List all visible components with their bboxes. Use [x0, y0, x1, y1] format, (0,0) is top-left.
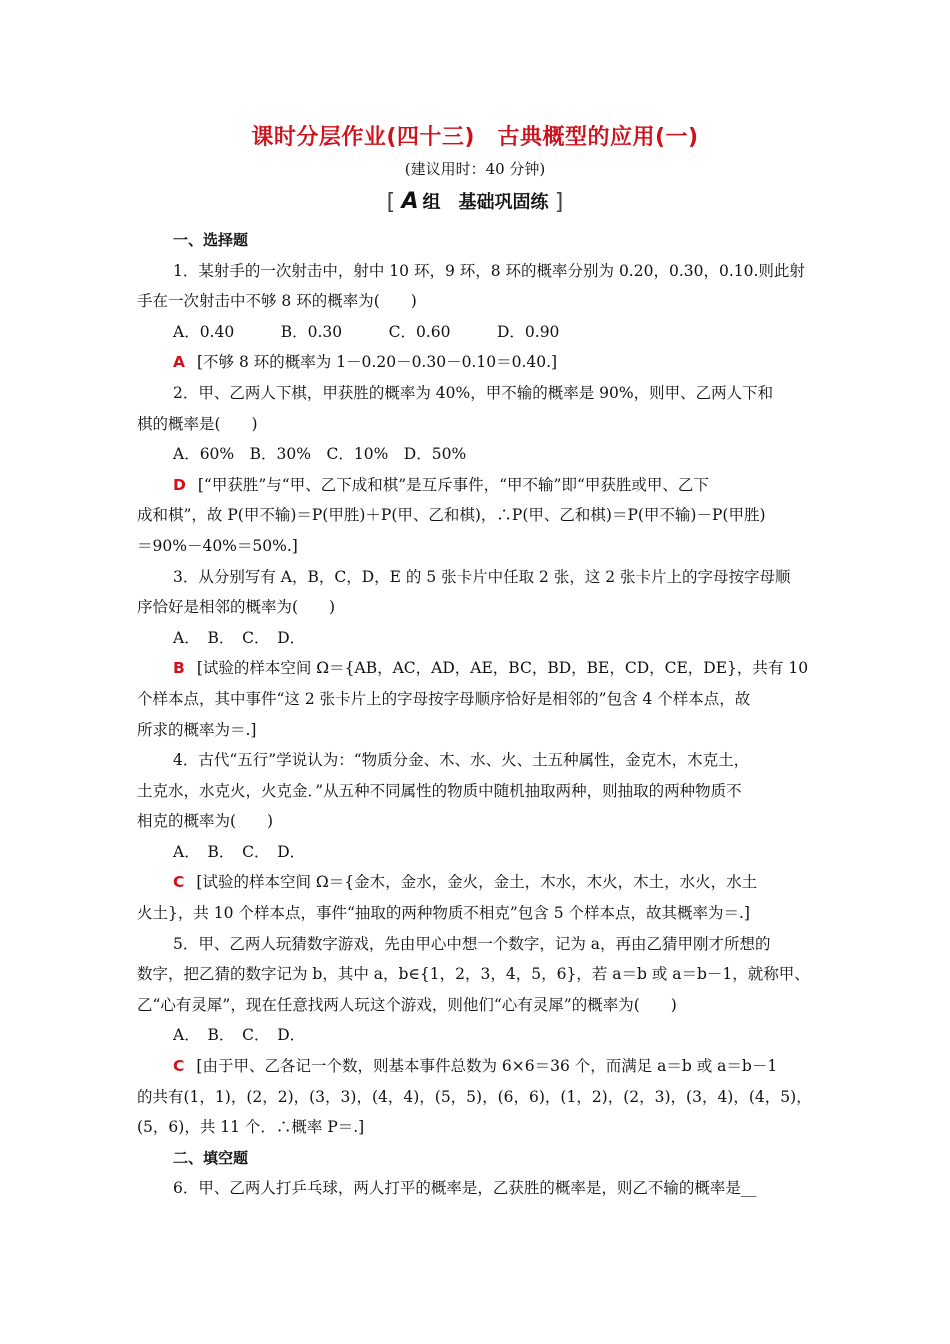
- question-4-analysis-line-2: 火土}，共 10 个样本点，事件“抽取的两种物质不相克”包含 5 个样本点，故其概率为＝.]: [137, 904, 750, 923]
- question-3-analysis-line-2: 个样本点，其中事件“这 2 张卡片上的字母按字母顺序恰好是相邻的”包含 4 个样本点，故: [137, 689, 751, 708]
- group-letter: A: [401, 189, 419, 214]
- question-4-answer: [137, 867, 817, 898]
- page-title: 课时分层作业(四十三) 古典概型的应用(一): [251, 125, 699, 150]
- question-1-line-2: 手在一次射击中不够 8 环的概率为( ): [137, 292, 417, 311]
- answer-analysis-line-1: [“甲获胜”与“甲、乙下成和棋”是互斥事件，“甲不输”即“甲获胜或甲、乙下: [197, 475, 709, 494]
- question-5-line-2: 数字，把乙猜的数字记为 b，其中 a，b∈{1，2，3，4，5，6}，若 a＝b 或 a＝b－1，就称甲、: [137, 965, 810, 984]
- answer-analysis-line-1: [试验的样本空间 Ω＝{AB，AC，AD，AE，BC，BD，BE，CD，CE，DE}，共有 10: [196, 659, 809, 678]
- question-3-options: A． B． C． D．: [173, 628, 306, 647]
- question-6-line-1: 6．甲、乙两人打乒乓球，两人打平的概率是，乙获胜的概率是，则乙不输的概率是__: [173, 1179, 757, 1198]
- answer-analysis-line-1: [由于甲、乙各记一个数，则基本事件总数为 6×6＝36 个，而满足 a＝b 或 a＝b－1: [196, 1057, 778, 1076]
- answer-analysis: [不够 8 环的概率为 1－0.20－0.30－0.10＝0.40.]: [197, 353, 558, 372]
- question-5-answer: [137, 1051, 817, 1082]
- question-2-answer: [137, 470, 817, 501]
- answer-analysis-line-1: [试验的样本空间 Ω＝{金木，金水，金火，金土，木水，木火，木土，水火，水土: [196, 873, 758, 892]
- question-2-options: A．60% B．30% C．10% D．50%: [173, 445, 467, 464]
- question-5-analysis-line-3: (5，6)，共 11 个．∴概率 P＝.]: [137, 1118, 365, 1137]
- left-bracket: [: [386, 190, 396, 215]
- question-3-line-2: 序恰好是相邻的概率为( ): [137, 598, 336, 617]
- question-1-options: A．0.40 B．0.30 C．0.60 D．0.90: [173, 322, 560, 341]
- question-4-line-3: 相克的概率为( ): [137, 812, 274, 831]
- answer-key: A: [173, 353, 185, 372]
- answer-key: C: [173, 873, 185, 892]
- right-bracket: ]: [554, 190, 564, 215]
- question-5-options: A． B． C． D．: [173, 1026, 306, 1045]
- question-4-options: A． B． C． D．: [173, 842, 306, 861]
- question-4-line-2: 土克水，水克火，火克金．”从五种不同属性的物质中随机抽取两种，则抽取的两种物质不: [137, 781, 742, 800]
- question-1-line-1: 1．某射手的一次射击中，射中 10 环，9 环，8 环的概率分别为 0.20，0.30，0.10.则此射: [173, 261, 805, 280]
- question-2-analysis-line-2: 成和棋”，故 P(甲不输)＝P(甲胜)＋P(甲、乙和棋)，∴P(甲、乙和棋)＝P(甲不输)－P(甲胜): [137, 506, 766, 525]
- content: [137, 225, 817, 1204]
- question-2-line-2: 棋的概率是( ): [137, 414, 258, 433]
- section-heading-choice: 一、选择题: [173, 231, 249, 249]
- question-3-line-1: 3．从分别写有 A，B，C，D，E 的 5 张卡片中任取 2 张，这 2 张卡片上的字母按字母顺: [173, 567, 791, 586]
- question-3-answer: [137, 653, 817, 684]
- answer-key: D: [173, 475, 186, 494]
- group-banner: [0, 188, 950, 215]
- question-1-answer: [137, 347, 817, 378]
- question-5-analysis-line-2: 的共有(1，1)，(2，2)，(3，3)，(4，4)，(5，5)，(6，6)，(1，2)，(2，3)，(3，4)，(4，5)，: [137, 1087, 812, 1106]
- section-heading-fill: 二、填空题: [173, 1148, 249, 1167]
- group-title: 组 基础巩固练: [422, 192, 549, 213]
- question-5-line-3: 乙“心有灵犀”，现在任意找两人玩这个游戏，则他们“心有灵犀”的概率为( ): [137, 995, 677, 1014]
- suggested-time: (建议用时：40 分钟): [404, 160, 546, 178]
- question-5-line-1: 5．甲、乙两人玩猜数字游戏，先由甲心中想一个数字，记为 a，再由乙猜甲刚才所想的: [173, 934, 771, 953]
- answer-key: C: [173, 1057, 185, 1076]
- question-2-line-1: 2．甲、乙两人下棋，甲获胜的概率为 40%，甲不输的概率是 90%，则甲、乙两人下和: [173, 383, 774, 402]
- answer-key: B: [173, 659, 185, 678]
- question-2-analysis-line-3: ＝90%－40%＝50%.]: [137, 536, 298, 555]
- question-4-line-1: 4．古代“五行”学说认为：“物质分金、木、水、火、土五种属性，金克木，木克土，: [173, 751, 750, 770]
- question-3-analysis-line-3: 所求的概率为＝.]: [137, 720, 257, 739]
